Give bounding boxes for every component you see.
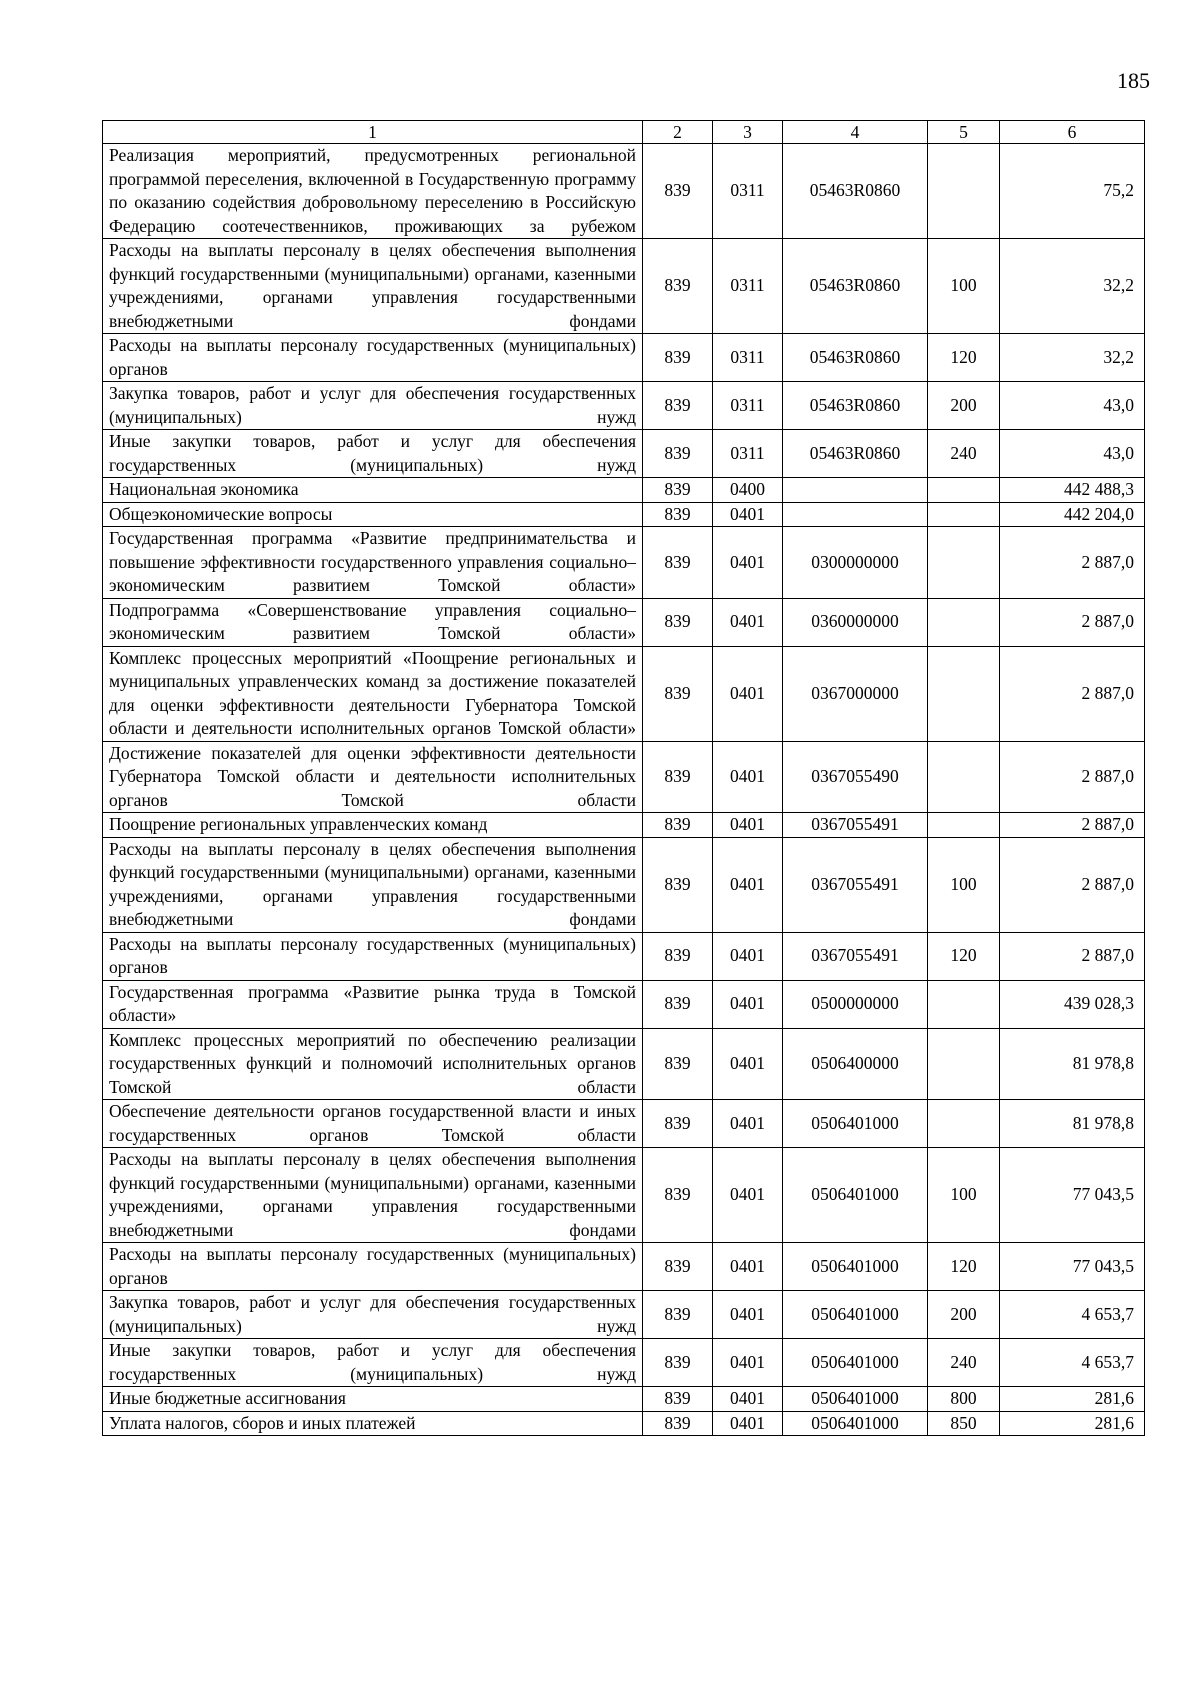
row-rzpr-cell: 0401 [713, 813, 783, 838]
row-ved-cell: 839 [643, 144, 713, 239]
row-csr-cell: 0367055490 [783, 741, 928, 813]
row-vr-cell [928, 1028, 1000, 1100]
row-csr-cell: 0506401000 [783, 1148, 928, 1243]
row-csr-cell: 0500000000 [783, 980, 928, 1028]
row-rzpr-cell: 0311 [713, 430, 783, 478]
col-header-6: 6 [1000, 121, 1145, 144]
row-vr-cell [928, 980, 1000, 1028]
row-ved-cell: 839 [643, 1243, 713, 1291]
row-name-cell: Поощрение региональных управленческих команд [103, 813, 643, 838]
row-vr-cell: 240 [928, 1339, 1000, 1387]
row-vr-cell [928, 598, 1000, 646]
row-sum-cell: 43,0 [1000, 382, 1145, 430]
row-name-cell: Расходы на выплаты персоналу в целях обеспечения выполнения функций государственными (муниципальными) органами, казенными учреждениями, органами управления государственными внебюджетными фондами [103, 1148, 643, 1243]
row-sum-cell: 81 978,8 [1000, 1028, 1145, 1100]
row-csr-cell: 0360000000 [783, 598, 928, 646]
row-vr-cell: 800 [928, 1387, 1000, 1412]
row-csr-cell: 0506401000 [783, 1387, 928, 1412]
row-name-cell: Обеспечение деятельности органов государственной власти и иных государственных органов Томской области [103, 1100, 643, 1148]
row-name-cell: Государственная программа «Развитие предпринимательства и повышение эффективности государственного управления социально–экономическим развитием Томской области» [103, 527, 643, 599]
row-csr-cell: 05463R0860 [783, 239, 928, 334]
row-sum-cell: 32,2 [1000, 239, 1145, 334]
row-ved-cell: 839 [643, 1339, 713, 1387]
row-sum-cell: 442 488,3 [1000, 478, 1145, 503]
row-csr-cell: 0506401000 [783, 1339, 928, 1387]
row-rzpr-cell: 0400 [713, 478, 783, 503]
row-name-cell: Расходы на выплаты персоналу в целях обеспечения выполнения функций государственными (муниципальными) органами, казенными учреждениями, органами управления государственными внебюджетными фондами [103, 239, 643, 334]
row-ved-cell: 839 [643, 1411, 713, 1436]
row-rzpr-cell: 0311 [713, 334, 783, 382]
table-row [103, 646, 1145, 741]
row-rzpr-cell: 0401 [713, 1411, 783, 1436]
row-rzpr-cell: 0401 [713, 1387, 783, 1412]
row-sum-cell: 2 887,0 [1000, 932, 1145, 980]
header-row [103, 121, 1145, 144]
row-csr-cell: 0367055491 [783, 932, 928, 980]
row-sum-cell: 2 887,0 [1000, 813, 1145, 838]
row-name-cell: Комплекс процессных мероприятий по обеспечению реализации государственных функций и полномочий исполнительных органов Томской области [103, 1028, 643, 1100]
row-ved-cell: 839 [643, 334, 713, 382]
row-name-cell: Реализация мероприятий, предусмотренных региональной программой переселения, включенной в Государственную программу по оказанию содействия добровольному переселению в Российскую Федерацию соотечественников, проживающих за рубежом [103, 144, 643, 239]
row-sum-cell: 4 653,7 [1000, 1339, 1145, 1387]
row-csr-cell: 0367055491 [783, 837, 928, 932]
row-rzpr-cell: 0401 [713, 1243, 783, 1291]
row-csr-cell: 05463R0860 [783, 382, 928, 430]
table-row [103, 1291, 1145, 1339]
row-ved-cell: 839 [643, 1028, 713, 1100]
row-ved-cell: 839 [643, 1148, 713, 1243]
row-vr-cell: 200 [928, 1291, 1000, 1339]
row-csr-cell [783, 502, 928, 527]
row-sum-cell: 2 887,0 [1000, 527, 1145, 599]
row-sum-cell: 32,2 [1000, 334, 1145, 382]
row-ved-cell: 839 [643, 430, 713, 478]
row-vr-cell [928, 478, 1000, 503]
row-rzpr-cell: 0401 [713, 502, 783, 527]
table-row [103, 478, 1145, 503]
col-header-3: 3 [713, 121, 783, 144]
row-sum-cell: 81 978,8 [1000, 1100, 1145, 1148]
col-header-2: 2 [643, 121, 713, 144]
row-rzpr-cell: 0401 [713, 837, 783, 932]
row-vr-cell [928, 527, 1000, 599]
table-row [103, 1243, 1145, 1291]
row-name-cell: Расходы на выплаты персоналу государственных (муниципальных) органов [103, 1243, 643, 1291]
row-rzpr-cell: 0311 [713, 239, 783, 334]
table-row [103, 837, 1145, 932]
row-sum-cell: 442 204,0 [1000, 502, 1145, 527]
row-sum-cell: 2 887,0 [1000, 646, 1145, 741]
row-rzpr-cell: 0401 [713, 1291, 783, 1339]
row-csr-cell: 0367000000 [783, 646, 928, 741]
row-vr-cell: 100 [928, 1148, 1000, 1243]
row-rzpr-cell: 0401 [713, 932, 783, 980]
row-rzpr-cell: 0401 [713, 741, 783, 813]
row-rzpr-cell: 0401 [713, 1100, 783, 1148]
row-ved-cell: 839 [643, 1387, 713, 1412]
row-name-cell: Общеэкономические вопросы [103, 502, 643, 527]
table-body [103, 144, 1145, 1436]
row-name-cell: Достижение показателей для оценки эффективности деятельности Губернатора Томской области и деятельности исполнительных органов Томской области [103, 741, 643, 813]
row-vr-cell [928, 502, 1000, 527]
row-name-cell: Комплекс процессных мероприятий «Поощрение региональных и муниципальных управленческих команд за достижение показателей для оценки эффективности деятельности Губернатора Томской области и деятельности исполнительных органов Томской области» [103, 646, 643, 741]
row-name-cell: Расходы на выплаты персоналу государственных (муниципальных) органов [103, 932, 643, 980]
row-vr-cell [928, 813, 1000, 838]
row-ved-cell: 839 [643, 598, 713, 646]
table-row [103, 1411, 1145, 1436]
budget-table [102, 120, 1145, 1436]
row-ved-cell: 839 [643, 980, 713, 1028]
row-rzpr-cell: 0311 [713, 382, 783, 430]
row-sum-cell: 77 043,5 [1000, 1148, 1145, 1243]
row-name-cell: Иные бюджетные ассигнования [103, 1387, 643, 1412]
table-row [103, 382, 1145, 430]
row-ved-cell: 839 [643, 932, 713, 980]
table-row [103, 1339, 1145, 1387]
row-name-cell: Расходы на выплаты персоналу государственных (муниципальных) органов [103, 334, 643, 382]
row-ved-cell: 839 [643, 813, 713, 838]
row-rzpr-cell: 0401 [713, 1148, 783, 1243]
table-row [103, 334, 1145, 382]
row-csr-cell [783, 478, 928, 503]
table-row [103, 239, 1145, 334]
col-header-1: 1 [103, 121, 643, 144]
table-row [103, 741, 1145, 813]
table-row [103, 813, 1145, 838]
row-sum-cell: 2 887,0 [1000, 741, 1145, 813]
row-rzpr-cell: 0401 [713, 1028, 783, 1100]
row-ved-cell: 839 [643, 478, 713, 503]
row-ved-cell: 839 [643, 646, 713, 741]
row-vr-cell: 100 [928, 837, 1000, 932]
table-row [103, 144, 1145, 239]
row-csr-cell: 0300000000 [783, 527, 928, 599]
row-name-cell: Расходы на выплаты персоналу в целях обеспечения выполнения функций государственными (муниципальными) органами, казенными учреждениями, органами управления государственными внебюджетными фондами [103, 837, 643, 932]
table-row [103, 1148, 1145, 1243]
row-vr-cell: 240 [928, 430, 1000, 478]
row-name-cell: Уплата налогов, сборов и иных платежей [103, 1411, 643, 1436]
col-header-4: 4 [783, 121, 928, 144]
row-vr-cell: 850 [928, 1411, 1000, 1436]
row-vr-cell [928, 741, 1000, 813]
row-rzpr-cell: 0401 [713, 646, 783, 741]
row-vr-cell: 120 [928, 932, 1000, 980]
row-ved-cell: 839 [643, 239, 713, 334]
row-sum-cell: 281,6 [1000, 1411, 1145, 1436]
table-row [103, 430, 1145, 478]
row-vr-cell: 100 [928, 239, 1000, 334]
row-csr-cell: 05463R0860 [783, 334, 928, 382]
row-vr-cell [928, 646, 1000, 741]
row-csr-cell: 0506400000 [783, 1028, 928, 1100]
table-row [103, 932, 1145, 980]
table-row [103, 502, 1145, 527]
row-rzpr-cell: 0311 [713, 144, 783, 239]
row-sum-cell: 43,0 [1000, 430, 1145, 478]
row-csr-cell: 0367055491 [783, 813, 928, 838]
row-rzpr-cell: 0401 [713, 598, 783, 646]
row-csr-cell: 0506401000 [783, 1100, 928, 1148]
row-ved-cell: 839 [643, 527, 713, 599]
row-name-cell: Закупка товаров, работ и услуг для обеспечения государственных (муниципальных) нужд [103, 382, 643, 430]
row-vr-cell [928, 1100, 1000, 1148]
table-row [103, 1028, 1145, 1100]
table-row [103, 527, 1145, 599]
row-csr-cell: 05463R0860 [783, 144, 928, 239]
row-vr-cell: 120 [928, 334, 1000, 382]
row-ved-cell: 839 [643, 1291, 713, 1339]
row-name-cell: Государственная программа «Развитие рынка труда в Томской области» [103, 980, 643, 1028]
row-csr-cell: 0506401000 [783, 1411, 928, 1436]
row-vr-cell: 200 [928, 382, 1000, 430]
row-csr-cell: 0506401000 [783, 1243, 928, 1291]
row-ved-cell: 839 [643, 1100, 713, 1148]
row-csr-cell: 05463R0860 [783, 430, 928, 478]
page-number: 185 [1117, 68, 1150, 93]
row-sum-cell: 439 028,3 [1000, 980, 1145, 1028]
row-name-cell: Иные закупки товаров, работ и услуг для обеспечения государственных (муниципальных) нужд [103, 430, 643, 478]
row-csr-cell: 0506401000 [783, 1291, 928, 1339]
row-ved-cell: 839 [643, 382, 713, 430]
row-name-cell: Иные закупки товаров, работ и услуг для обеспечения государственных (муниципальных) нужд [103, 1339, 643, 1387]
row-name-cell: Закупка товаров, работ и услуг для обеспечения государственных (муниципальных) нужд [103, 1291, 643, 1339]
row-rzpr-cell: 0401 [713, 1339, 783, 1387]
row-ved-cell: 839 [643, 502, 713, 527]
row-name-cell: Национальная экономика [103, 478, 643, 503]
row-ved-cell: 839 [643, 741, 713, 813]
col-header-5: 5 [928, 121, 1000, 144]
row-sum-cell: 77 043,5 [1000, 1243, 1145, 1291]
row-vr-cell: 120 [928, 1243, 1000, 1291]
table-row [103, 1387, 1145, 1412]
row-sum-cell: 4 653,7 [1000, 1291, 1145, 1339]
row-vr-cell [928, 144, 1000, 239]
table-row [103, 980, 1145, 1028]
row-sum-cell: 2 887,0 [1000, 837, 1145, 932]
table-row [103, 598, 1145, 646]
row-rzpr-cell: 0401 [713, 980, 783, 1028]
row-ved-cell: 839 [643, 837, 713, 932]
table-row [103, 1100, 1145, 1148]
row-name-cell: Подпрограмма «Совершенствование управления социально–экономическим развитием Томской области» [103, 598, 643, 646]
row-rzpr-cell: 0401 [713, 527, 783, 599]
row-sum-cell: 2 887,0 [1000, 598, 1145, 646]
row-sum-cell: 281,6 [1000, 1387, 1145, 1412]
row-sum-cell: 75,2 [1000, 144, 1145, 239]
